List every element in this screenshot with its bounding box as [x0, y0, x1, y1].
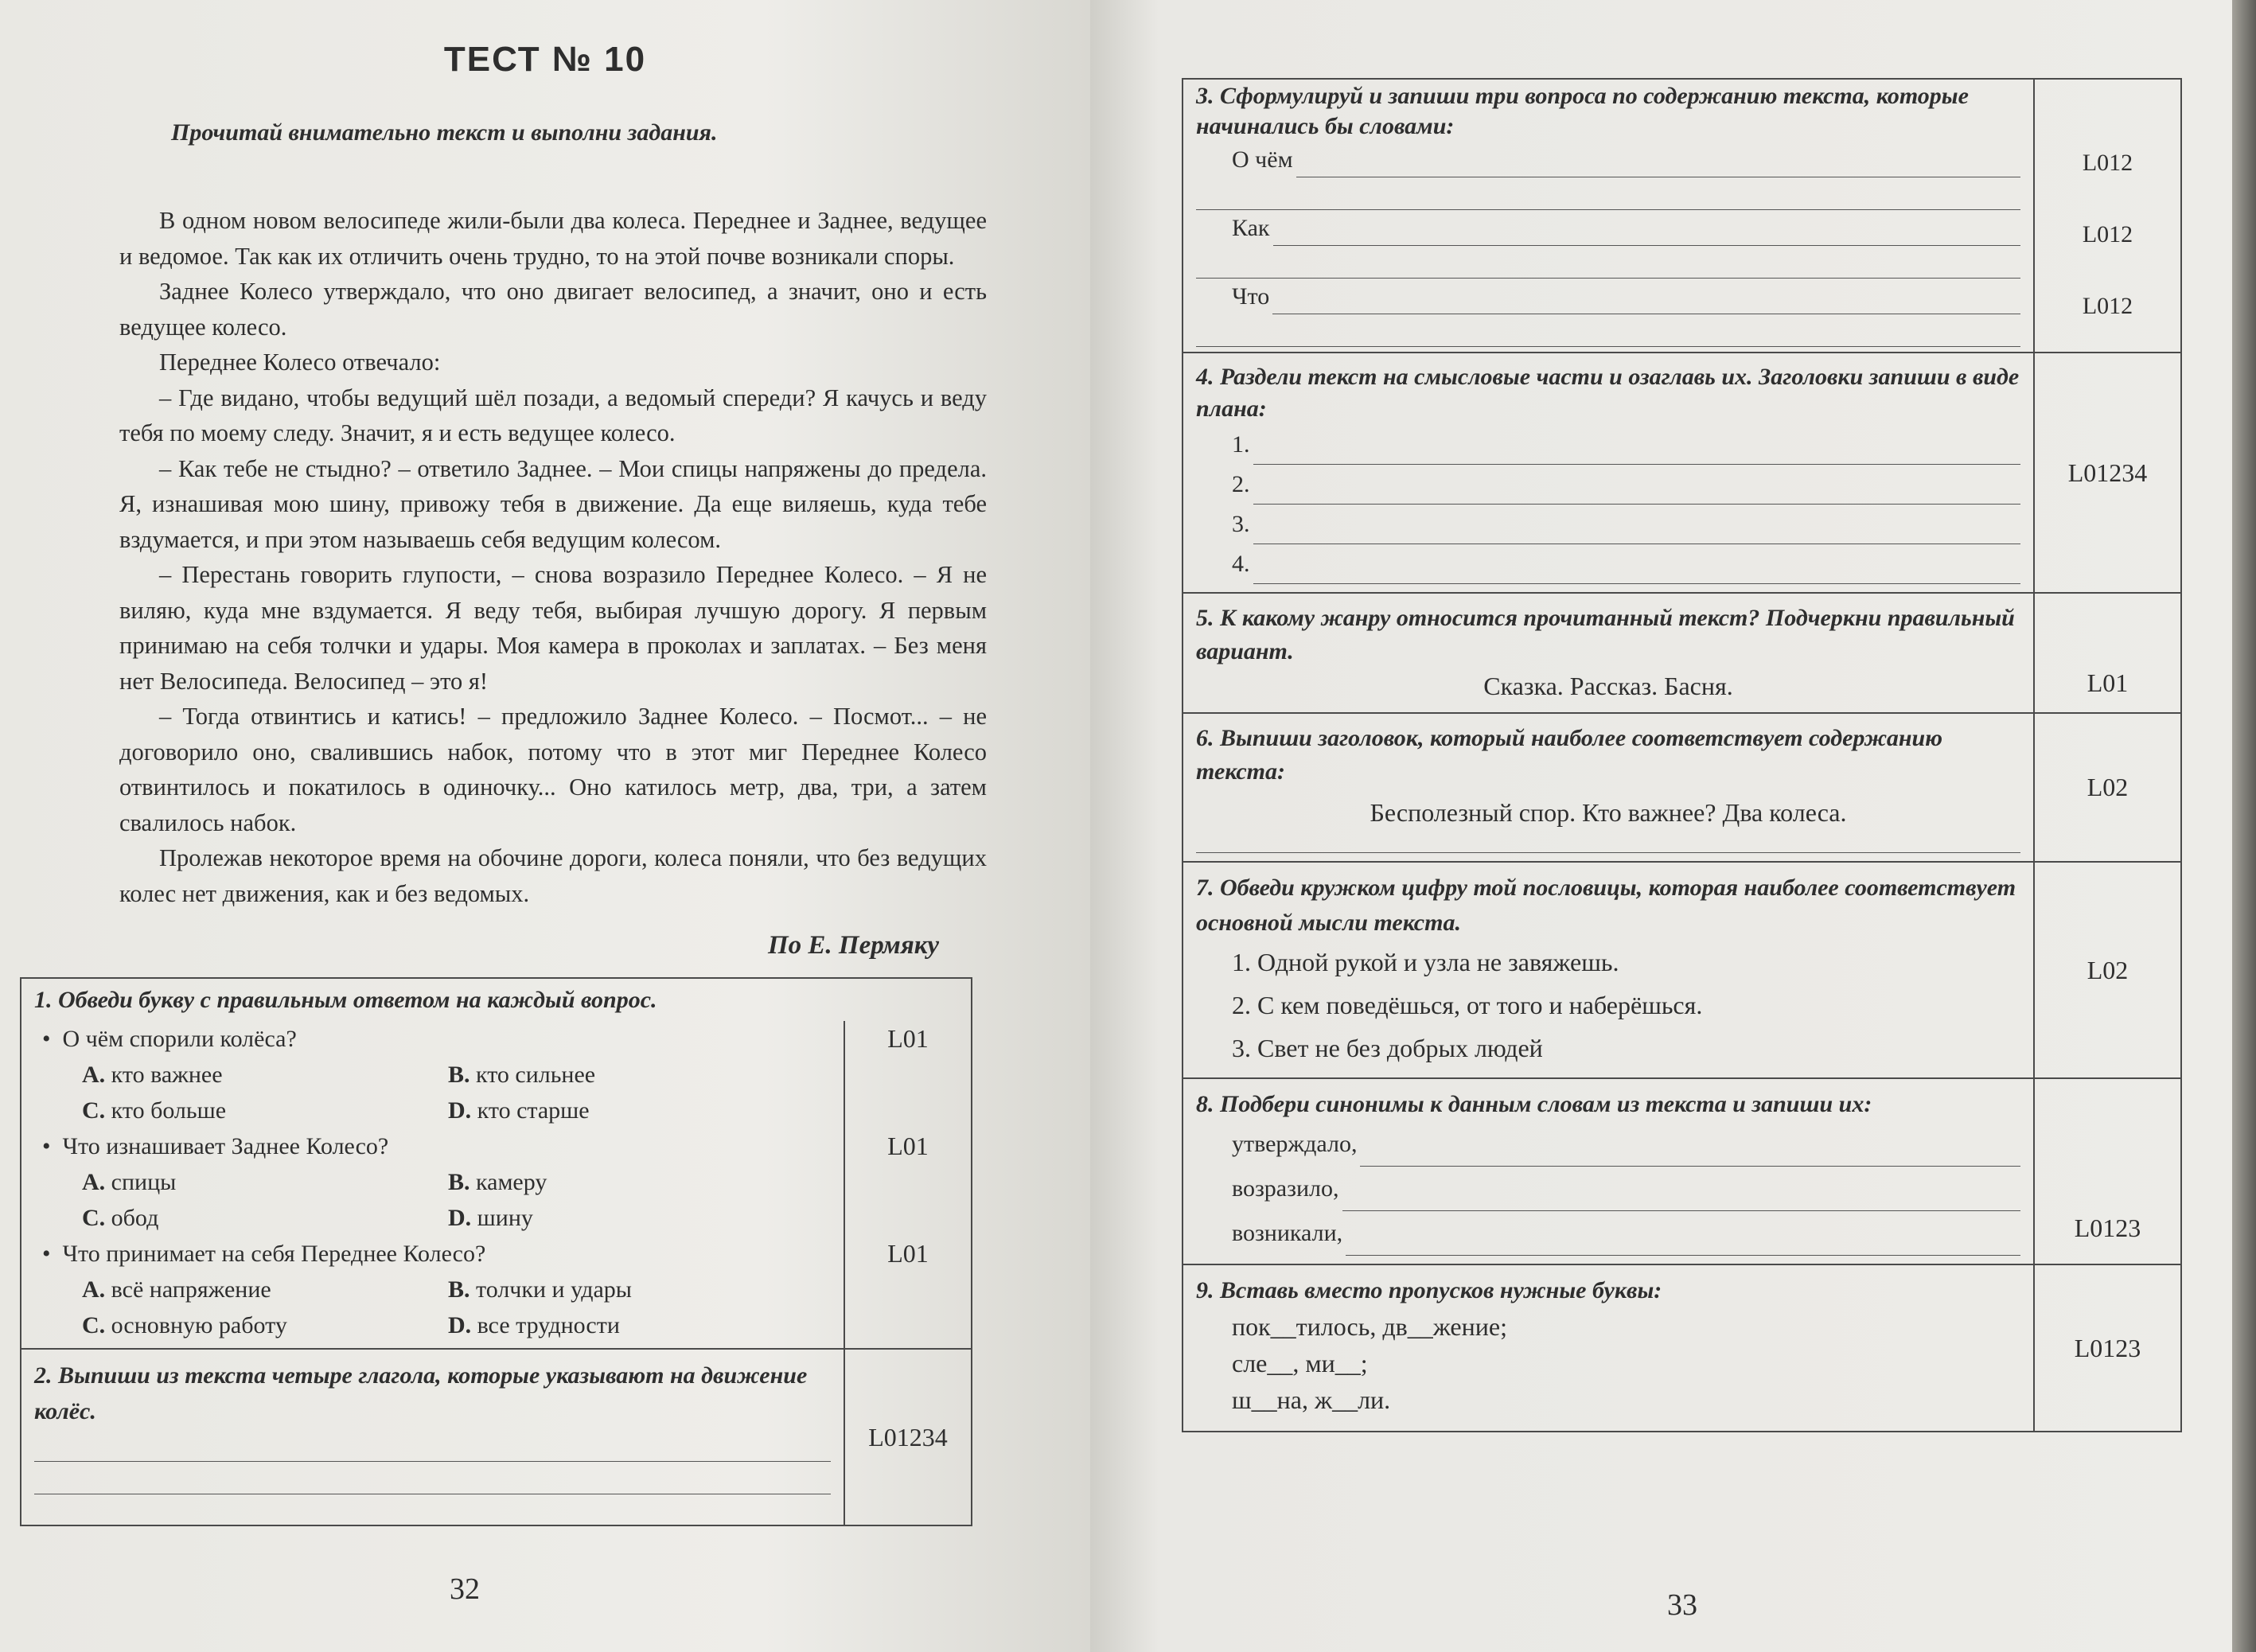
skill-code: L012 — [2082, 150, 2133, 176]
task-4-prompt: 4. Раздели текст на смысловые части и озаглавь их. Заголовки запиши в виде плана: — [1196, 364, 2020, 422]
plan-item-number: 3. — [1232, 511, 1250, 537]
answer-line[interactable] — [1253, 558, 2021, 584]
left-page — [0, 0, 1090, 1652]
answer-options — [34, 1272, 831, 1343]
task-1-header — [21, 978, 972, 1021]
answer-options — [34, 1164, 831, 1236]
story-text — [119, 203, 987, 911]
proverb-option[interactable]: 2. С кем поведёшься, от того и наберёшься. — [1232, 991, 1703, 1019]
task-7 — [1183, 862, 2181, 1078]
answer-line[interactable] — [1273, 220, 2020, 246]
reading-instruction: Прочитай внимательно текст и выполни задания. — [171, 119, 718, 146]
answer-line[interactable] — [1346, 1229, 2020, 1256]
skill-code: L012 — [2082, 221, 2133, 247]
bullet: • — [42, 1133, 51, 1159]
answer-option[interactable]: C. основную работу — [82, 1312, 287, 1338]
task-5 — [1183, 593, 2181, 713]
story-paragraph: – Тогда отвинтись и катись! – предложило Заднее Колесо. – Посмот... – не договорило оно, свалившись набок, потому что в этот миг Переднее Колесо отвинтилось и покатилось в одиночку... Оно катилось метр, два, три, а затем свалилось набок. — [119, 703, 987, 836]
story-paragraph: В одном новом велосипеде жили-были два колеса. Переднее и Заднее, ведущее и ведомое. Так как их отличить очень трудно, то на этой почве возникали споры. — [119, 207, 987, 270]
answer-option[interactable]: B. толчки и удары — [448, 1276, 632, 1303]
right-task-table — [1182, 78, 2182, 1432]
skill-code: L012 — [2082, 293, 2133, 319]
question-word: Что — [1232, 283, 1270, 310]
fill-in-line[interactable]: сле__, ми__; — [1232, 1349, 1368, 1377]
answer-option[interactable]: A. кто важнее — [82, 1062, 223, 1088]
answer-option[interactable]: A. спицы — [82, 1169, 177, 1195]
proverb-option[interactable]: 1. Одной рукой и узла не завяжешь. — [1232, 948, 1619, 976]
task-1-question-2 — [21, 1128, 972, 1236]
answer-line[interactable] — [1196, 177, 2020, 210]
task-2 — [21, 1349, 972, 1525]
story-paragraph: – Как тебе не стыдно? – ответило Заднее. – Мои спицы напряжены до предела. Я, изнашивая мою шину, привожу тебя в движение. Да еще виляешь, куда тебе вздумается, и при этом называешь себя ведущим колесом. — [119, 454, 987, 553]
skill-code: L02 — [2034, 713, 2181, 862]
bullet: • — [42, 1241, 51, 1267]
plan-item-number: 2. — [1232, 471, 1250, 497]
task-7-prompt: 7. Обведи кружком цифру той пословицы, которая наиболее соответствует основной мысли текста. — [1196, 875, 2016, 936]
skill-code: L01 — [2034, 593, 2181, 713]
task-6-prompt: 6. Выпиши заголовок, который наиболее соответствует содержанию текста: — [1196, 725, 1943, 785]
answer-option[interactable]: B. камеру — [448, 1169, 547, 1195]
synonym-word: возникали, — [1232, 1220, 1343, 1246]
skill-code: L0123 — [2034, 1078, 2181, 1264]
answer-option[interactable]: D. все трудности — [448, 1312, 620, 1338]
skill-code: L01 — [844, 1128, 972, 1236]
answer-line[interactable] — [1253, 478, 2021, 505]
page-number: 32 — [450, 1572, 480, 1606]
task-5-prompt: 5. К какому жанру относится прочитанный текст? Подчеркни правильный вариант. — [1196, 605, 2015, 664]
question-text: Что принимает на себя Переднее Колесо? — [62, 1241, 486, 1267]
story-paragraph: Переднее Колесо отвечало: — [159, 349, 441, 376]
test-title: ТЕСТ № 10 — [443, 40, 647, 79]
answer-line[interactable] — [34, 1462, 831, 1494]
answer-option[interactable]: B. кто сильнее — [448, 1062, 596, 1088]
synonym-word: возразило, — [1232, 1175, 1339, 1202]
story-paragraph: – Перестань говорить глупости, – снова возразило Переднее Колесо. – Я не виляю, куда мне вздумается. Я веду тебя, выбирая лучшую дорогу. Я первым принимаю на себя толчки и удары. Моя камера в проколах и заплатах. – Без меня нет Велосипеда. Велосипед – это я! — [119, 561, 987, 695]
skill-code: L01 — [844, 1236, 972, 1349]
task-1-question-1 — [21, 1021, 972, 1128]
task-1-question-3 — [21, 1236, 972, 1349]
plan-item-number: 4. — [1232, 551, 1250, 577]
answer-line[interactable] — [1196, 836, 2020, 853]
task-2-prompt: 2. Выпиши из текста четыре глагола, которые указывают на движение колёс. — [34, 1362, 808, 1424]
story-paragraph: Пролежав некоторое время на обочине дороги, колеса поняли, что без ведущих колес нет движения, как и без ведомых. — [119, 844, 987, 907]
synonym-word: утверждало, — [1232, 1131, 1358, 1157]
skill-code: L02 — [2034, 862, 2181, 1078]
skill-code: L0123 — [2034, 1264, 2181, 1432]
proverb-option[interactable]: 3. Свет не без добрых людей — [1232, 1034, 1543, 1062]
plan-item-number: 1. — [1232, 431, 1250, 458]
answer-option[interactable]: C. обод — [82, 1205, 159, 1231]
story-paragraph: Заднее Колесо утверждало, что оно двигает велосипед, а значит, оно и есть ведущее колесо. — [119, 278, 987, 341]
task-3 — [1183, 79, 2181, 353]
right-page — [1090, 0, 2232, 1652]
answer-line[interactable] — [1253, 438, 2021, 465]
question-text: Что изнашивает Заднее Колесо? — [62, 1133, 389, 1159]
answer-line[interactable] — [1296, 151, 2020, 177]
task-9 — [1183, 1264, 2181, 1432]
bullet: • — [42, 1026, 51, 1052]
story-paragraph: – Где видано, чтобы ведущий шёл позади, а ведомый спереди? Я качусь и веду тебя по моему следу. Значит, я и есть ведущее колесо. — [119, 384, 987, 446]
fill-in-line[interactable]: ш__на, ж__ли. — [1232, 1385, 1391, 1414]
answer-option[interactable]: D. кто старше — [448, 1097, 590, 1124]
answer-line[interactable] — [1272, 288, 2020, 314]
skill-code: L01 — [844, 1021, 972, 1128]
question-word: О чём — [1232, 146, 1293, 173]
skill-code: L01234 — [844, 1349, 972, 1525]
task-8 — [1183, 1078, 2181, 1264]
answer-options — [34, 1057, 831, 1128]
genre-options[interactable]: Сказка. Рассказ. Басня. — [1483, 672, 1733, 700]
page-number: 33 — [1667, 1588, 1697, 1622]
answer-line[interactable] — [1196, 246, 2020, 279]
title-options: Бесполезный спор. Кто важнее? Два колеса. — [1370, 798, 1847, 827]
answer-line[interactable] — [1360, 1140, 2020, 1167]
question-word: Как — [1232, 215, 1270, 241]
task-3-prompt: 3. Сформулируй и запиши три вопроса по содержанию текста, которые начинались бы словами: — [1196, 83, 1969, 139]
left-task-table — [20, 977, 972, 1526]
task-4 — [1183, 353, 2181, 593]
story-author: По Е. Пермяку — [768, 931, 940, 960]
answer-line[interactable] — [34, 1429, 831, 1462]
book-edge — [2232, 0, 2256, 1652]
answer-option[interactable]: D. шину — [448, 1205, 533, 1231]
answer-line[interactable] — [1196, 314, 2020, 347]
fill-in-line[interactable]: пок__тилось, дв__жение; — [1232, 1312, 1507, 1341]
skill-code: L01234 — [2034, 353, 2181, 593]
task-1-prompt: 1. Обведи букву с правильным ответом на каждый вопрос. — [34, 987, 657, 1013]
task-8-prompt: 8. Подбери синонимы к данным словам из текста и запиши их: — [1196, 1091, 1872, 1117]
answer-option[interactable]: C. кто больше — [82, 1097, 227, 1124]
task-6 — [1183, 713, 2181, 862]
answer-line[interactable] — [1342, 1185, 2020, 1211]
answer-line[interactable] — [1253, 518, 2021, 544]
question-text: О чём спорили колёса? — [62, 1026, 297, 1052]
answer-option[interactable]: A. всё напряжение — [82, 1276, 271, 1303]
task-9-prompt: 9. Вставь вместо пропусков нужные буквы: — [1196, 1277, 1662, 1303]
